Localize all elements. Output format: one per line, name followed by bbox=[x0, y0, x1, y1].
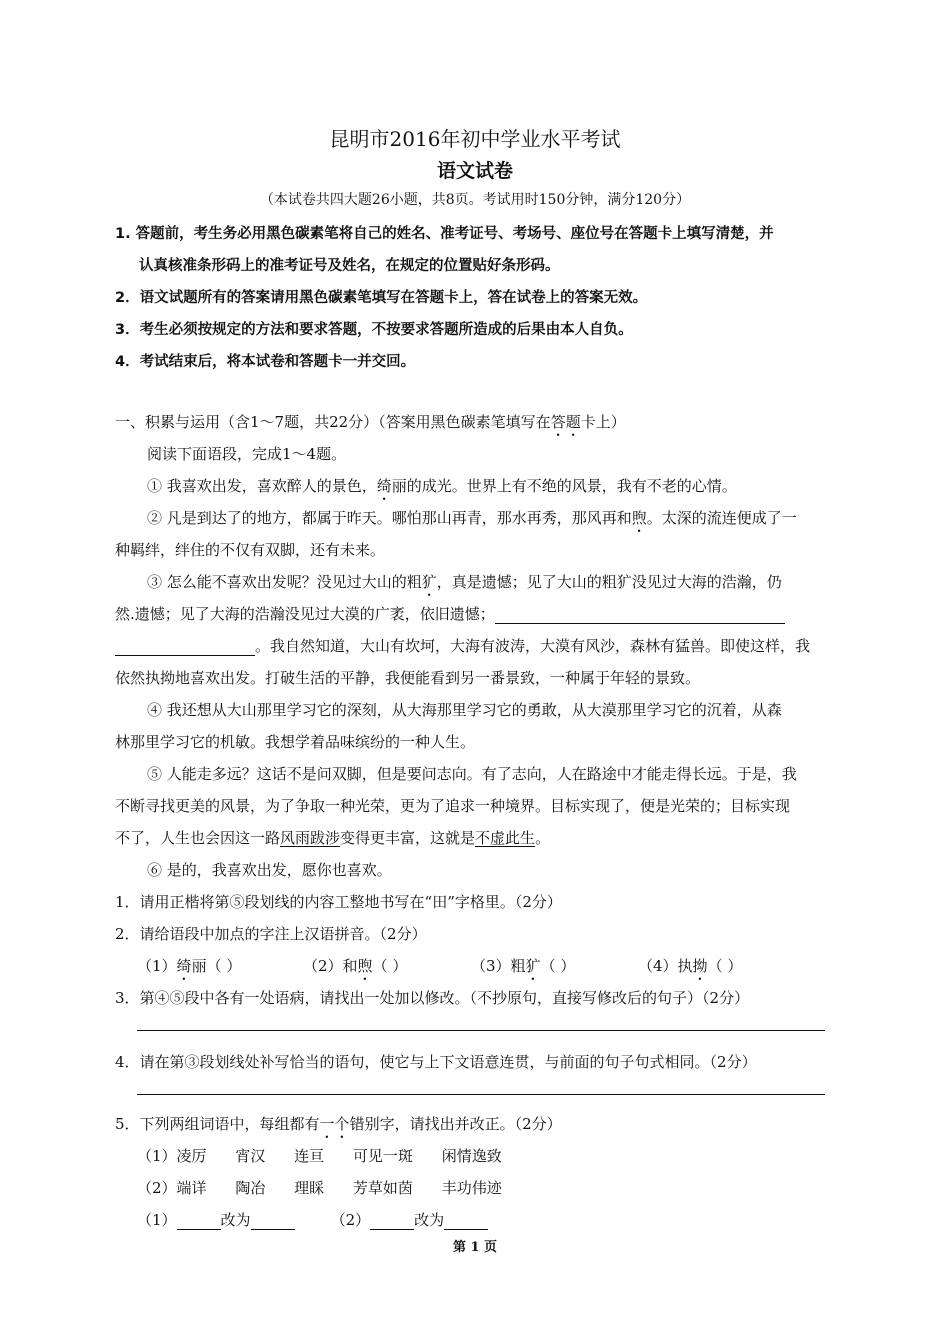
passage-paragraph-3-line2: 然.遗憾；见了大海的浩瀚没见过大漠的广袤，依旧遗憾； bbox=[115, 604, 785, 624]
exam-note: （本试卷共四大题26小题，共8页。考试用时150分钟，满分120分） bbox=[259, 192, 691, 208]
instruction-3: 3．考生必须按规定的方法和要求答题，不按要求答题所造成的后果由本人自负。 bbox=[115, 322, 633, 338]
passage-paragraph-1: ① 我喜欢出发，喜欢醉人的景色，绮丽的成光。世界上有不绝的风景，我有不老的心情。 bbox=[147, 477, 737, 495]
answer-line-q3 bbox=[137, 1030, 825, 1031]
instruction-1-cont: 认真核准条形码上的准考证号及姓名，在规定的位置贴好条形码。 bbox=[139, 258, 560, 274]
question-5-group-2: （2）端详 陶冶 理睬 芳草如茵 丰功伟迹 bbox=[137, 1179, 502, 1197]
passage-paragraph-4: ④ 我还想从大山那里学习它的深刻，从大海那里学习它的勇敢，从大漠那里学习它的沉着，从森 bbox=[147, 701, 782, 719]
passage-paragraph-5: ⑤ 人能走多远？这话不是问双脚，但是要问志向。有了志向，人在路途中才能走得长远。于是，我 bbox=[147, 765, 797, 783]
underlined-phrase: 不虚此生 bbox=[475, 829, 536, 847]
passage-paragraph-3-line3: 。我自然知道，大山有坎坷，大海有波涛，大漠有风沙，森林有猛兽。即使这样，我 bbox=[115, 636, 810, 656]
section-intro: 阅读下面语段，完成1～4题。 bbox=[147, 445, 347, 463]
instruction-1: 1. 答题前，考生务必用黑色碳素笔将自己的姓名、准考证号、考场号、座位号在答题卡上填写清楚，并 bbox=[115, 226, 774, 242]
fill-blank-line-cont bbox=[115, 639, 255, 656]
underlined-phrase: 风雨跋涉 bbox=[280, 829, 341, 847]
passage-paragraph-4-cont: 林那里学习它的机敏。我想学着品味缤纷的一种人生。 bbox=[115, 733, 476, 751]
question-2-item-2: （2）和煦（ ） bbox=[303, 957, 408, 975]
passage-paragraph-3: ③ 怎么能不喜欢出发呢？没见过大山的粗犷，真是遗憾；见了大山的粗犷没见过大海的浩瀚，仍 bbox=[147, 573, 782, 591]
question-3: 3．第④⑤段中各有一处语病，请找出一处加以修改。（不抄原句，直接写修改后的句子）（2分） bbox=[115, 989, 750, 1007]
question-5-answer: （1） 改为 （2） 改为 bbox=[137, 1210, 488, 1230]
passage-paragraph-5-line3: 不了，人生也会因这一路风雨跋涉变得更丰富，这就是不虚此生。 bbox=[115, 829, 551, 847]
question-1: 1．请用正楷将第⑤段划线的内容工整地书写在“田”字格里。（2分） bbox=[115, 893, 562, 911]
exam-title: 昆明市2016年初中学业水平考试 bbox=[329, 127, 621, 151]
passage-paragraph-3-line4: 依然执拗地喜欢出发。打破生活的平静，我便能看到另一番景致，一种属于年轻的景致。 bbox=[115, 669, 701, 687]
instruction-2: 2．语文试题所有的答案请用黑色碳素笔填写在答题卡上，答在试卷上的答案无效。 bbox=[115, 290, 648, 306]
passage-paragraph-2-cont: 种羁绊，绊住的不仅有双脚，还有未来。 bbox=[115, 541, 386, 559]
question-2: 2．请给语段中加点的字注上汉语拼音。（2分） bbox=[115, 925, 427, 943]
question-2-item-4: （4）执拗（ ） bbox=[638, 957, 743, 975]
page-number: 第 1 页 bbox=[452, 1240, 498, 1255]
question-5: 5．下列两组词语中，每组都有一个错别字，请找出并改正。（2分） bbox=[115, 1115, 562, 1133]
answer-line-q4 bbox=[137, 1094, 825, 1095]
fill-blank-line bbox=[495, 607, 785, 624]
subject-title: 语文试卷 bbox=[436, 160, 513, 182]
question-5-group-1: （1）凌厉 宵汉 连亘 可见一斑 闲情逸致 bbox=[137, 1147, 502, 1165]
section-heading: 一、积累与运用（含1～7题，共22分）（答案用黑色碳素笔填写在答题卡上） bbox=[115, 413, 626, 431]
instruction-4: 4．考试结束后，将本试卷和答题卡一并交回。 bbox=[115, 354, 416, 370]
passage-paragraph-5-line2: 不断寻找更美的风景，为了争取一种光荣，更为了追求一种境界。目标实现了，便是光荣的；目标实现 bbox=[115, 797, 791, 815]
passage-paragraph-2: ② 凡是到达了的地方，都属于昨天。哪怕那山再青，那水再秀，那风再和煦。太深的流连便成了一 bbox=[147, 509, 797, 527]
question-4: 4．请在第③段划线处补写恰当的语句，使它与上下文语意连贯，与前面的句子句式相同。（2分） bbox=[115, 1053, 757, 1071]
question-2-item-1: （1）绮丽（ ） bbox=[137, 957, 242, 975]
question-2-item-3: （3）粗犷（ ） bbox=[471, 957, 576, 975]
passage-paragraph-6: ⑥ 是的，我喜欢出发，愿你也喜欢。 bbox=[147, 861, 392, 879]
